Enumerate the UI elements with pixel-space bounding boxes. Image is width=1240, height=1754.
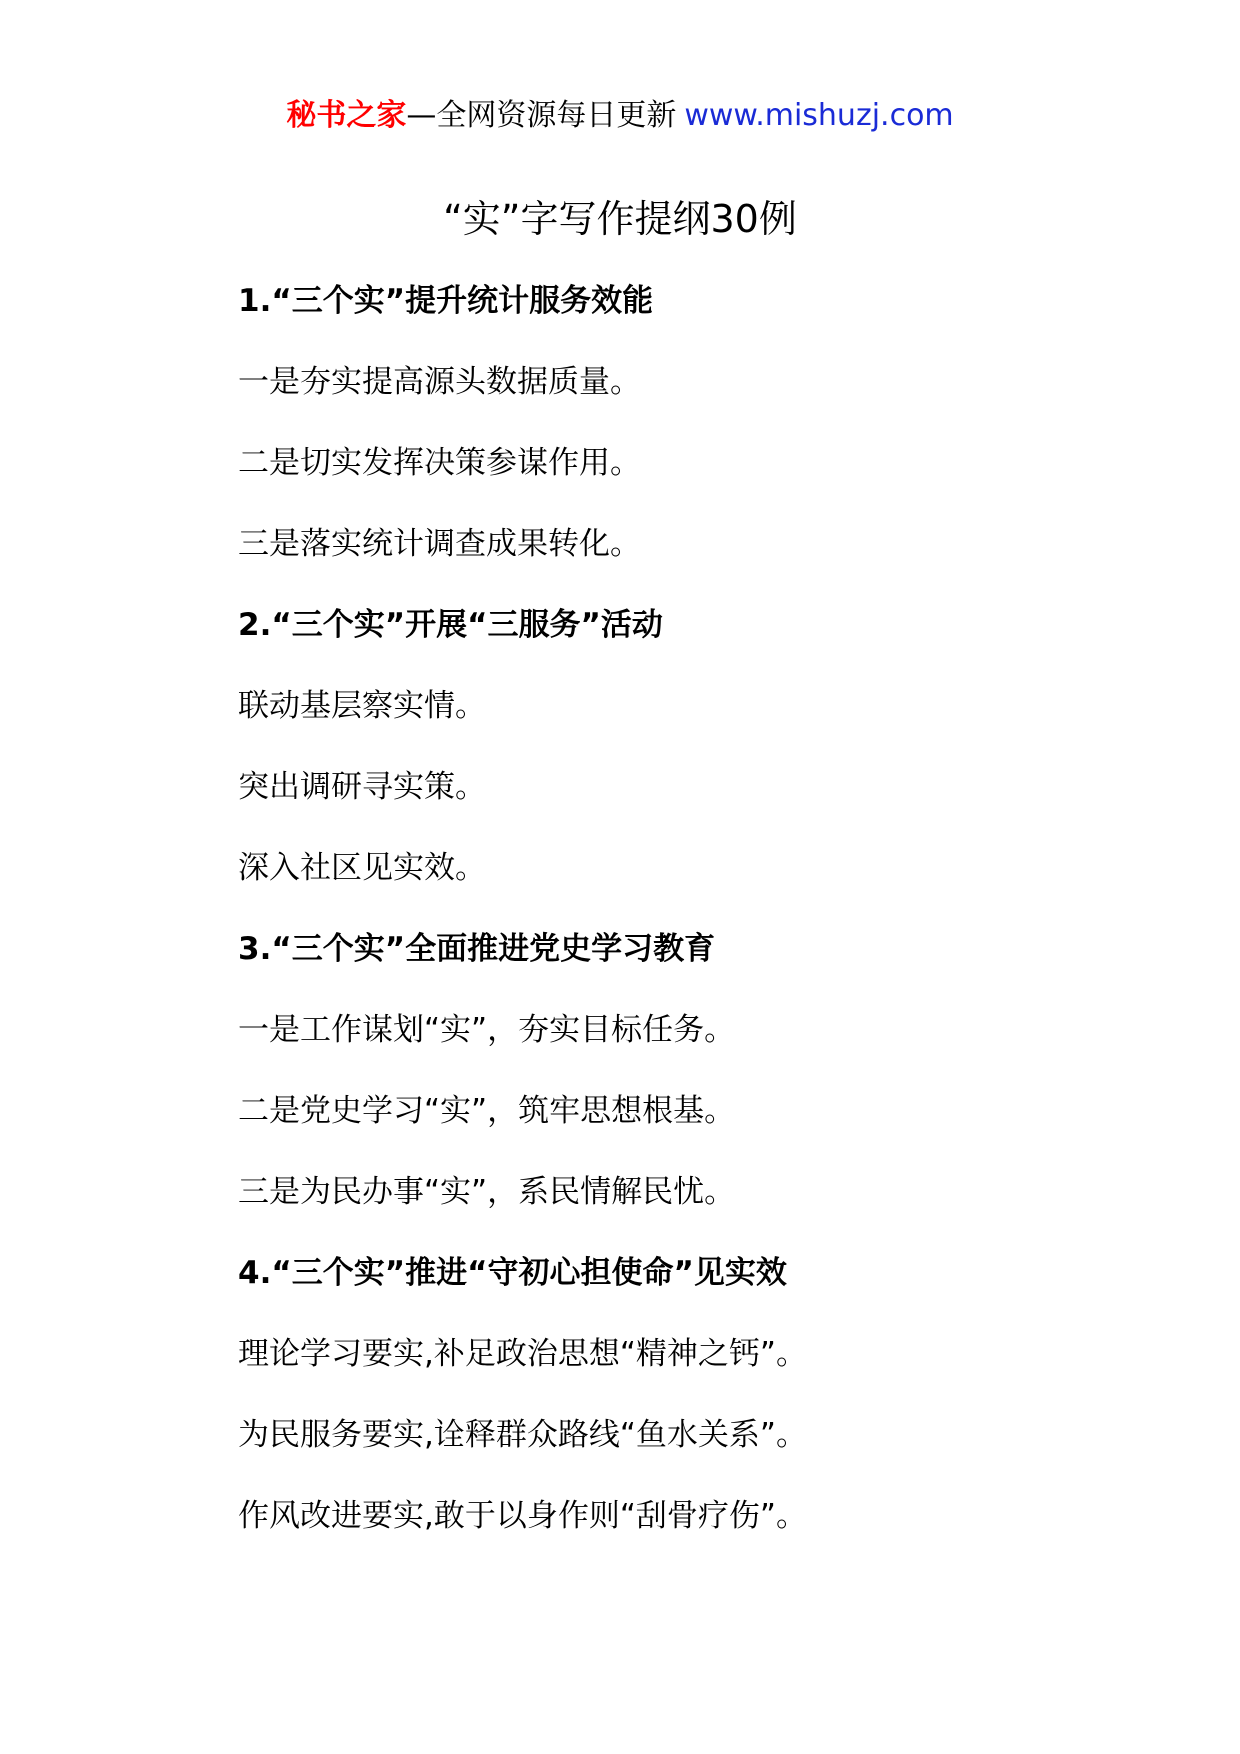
section-heading: 1.“三个实”提升统计服务效能 bbox=[238, 283, 654, 319]
section-item: 联动基层察实情。 bbox=[238, 688, 486, 724]
outline-section-3 bbox=[238, 926, 1198, 1250]
document-body bbox=[238, 278, 1198, 1574]
section-item: 理论学习要实,补足政治思想“精神之钙”。 bbox=[238, 1336, 807, 1372]
outline-section-2 bbox=[238, 602, 1198, 926]
section-item: 三是为民办事“实”，系民情解民忧。 bbox=[238, 1174, 736, 1210]
section-item: 突出调研寻实策。 bbox=[238, 769, 486, 805]
section-heading: 2.“三个实”开展“三服务”活动 bbox=[238, 607, 663, 643]
section-item: 二是党史学习“实”，筑牢思想根基。 bbox=[238, 1093, 736, 1129]
section-item: 作风改进要实,敢于以身作则“刮骨疗伤”。 bbox=[238, 1498, 807, 1534]
site-brand: 秘书之家 bbox=[286, 98, 407, 133]
site-url-link[interactable]: www.mishuzj.com bbox=[684, 98, 954, 133]
section-heading: 4.“三个实”推进“守初心担使命”见实效 bbox=[238, 1255, 787, 1291]
section-item: 三是落实统计调查成果转化。 bbox=[238, 526, 641, 562]
site-slogan: —全网资源每日更新 bbox=[406, 98, 677, 133]
section-heading: 3.“三个实”全面推进党史学习教育 bbox=[238, 931, 716, 967]
outline-section-1 bbox=[238, 278, 1198, 602]
section-item: 二是切实发挥决策参谋作用。 bbox=[238, 445, 641, 481]
site-header bbox=[0, 98, 1240, 134]
section-item: 一是夯实提高源头数据质量。 bbox=[238, 364, 641, 400]
section-item: 一是工作谋划“实”，夯实目标任务。 bbox=[238, 1012, 736, 1048]
section-item: 为民服务要实,诠释群众路线“鱼水关系”。 bbox=[238, 1417, 807, 1453]
outline-section-4 bbox=[238, 1250, 1198, 1574]
document-title: “实”字写作提纲30例 bbox=[443, 197, 797, 241]
section-item: 深入社区见实效。 bbox=[238, 850, 486, 886]
